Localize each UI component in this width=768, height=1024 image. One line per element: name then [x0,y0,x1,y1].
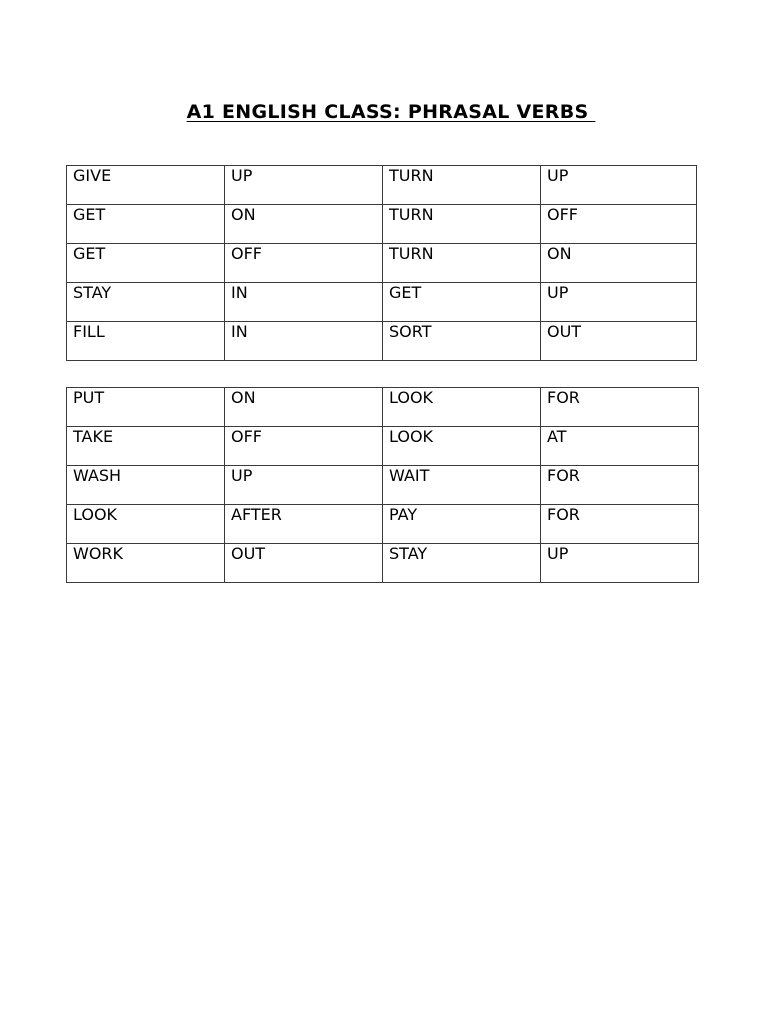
table-row [67,427,699,466]
particle-cell: OFF [225,244,383,283]
verb-cell: FILL [67,322,225,361]
verb-cell: GIVE [67,166,225,205]
particle-cell: ON [225,388,383,427]
verb-cell: LOOK [383,427,541,466]
verb-cell: STAY [67,283,225,322]
verb-cell: LOOK [67,505,225,544]
particle-cell: AFTER [225,505,383,544]
document-title: A1 ENGLISH CLASS: PHRASAL VERBS [186,101,596,123]
verb-cell: TURN [383,244,541,283]
table-row [67,244,697,283]
particle-cell: OUT [225,544,383,583]
verb-cell: PUT [67,388,225,427]
verb-cell: GET [67,244,225,283]
verb-cell: SORT [383,322,541,361]
particle-cell: OFF [225,427,383,466]
table-row [67,544,699,583]
table-row [67,505,699,544]
verb-cell: TURN [383,166,541,205]
particle-cell: FOR [541,505,699,544]
verb-cell: LOOK [383,388,541,427]
particle-cell: ON [225,205,383,244]
phrasal-verbs-table-2 [66,387,699,583]
particle-cell: OUT [541,322,697,361]
table-row [67,322,697,361]
particle-cell: UP [225,166,383,205]
verb-cell: PAY [383,505,541,544]
table-row [67,283,697,322]
verb-cell: TAKE [67,427,225,466]
table-row [67,466,699,505]
particle-cell: FOR [541,466,699,505]
particle-cell: UP [541,283,697,322]
verb-cell: WORK [67,544,225,583]
verb-cell: STAY [383,544,541,583]
phrasal-verbs-table-1 [66,165,697,361]
verb-cell: WASH [67,466,225,505]
particle-cell: FOR [541,388,699,427]
table-row [67,205,697,244]
table-row [67,166,697,205]
particle-cell: IN [225,322,383,361]
particle-cell: ON [541,244,697,283]
particle-cell: OFF [541,205,697,244]
particle-cell: UP [541,166,697,205]
particle-cell: UP [225,466,383,505]
table-row [67,388,699,427]
verb-cell: GET [383,283,541,322]
particle-cell: AT [541,427,699,466]
verb-cell: TURN [383,205,541,244]
particle-cell: IN [225,283,383,322]
verb-cell: WAIT [383,466,541,505]
verb-cell: GET [67,205,225,244]
particle-cell: UP [541,544,699,583]
